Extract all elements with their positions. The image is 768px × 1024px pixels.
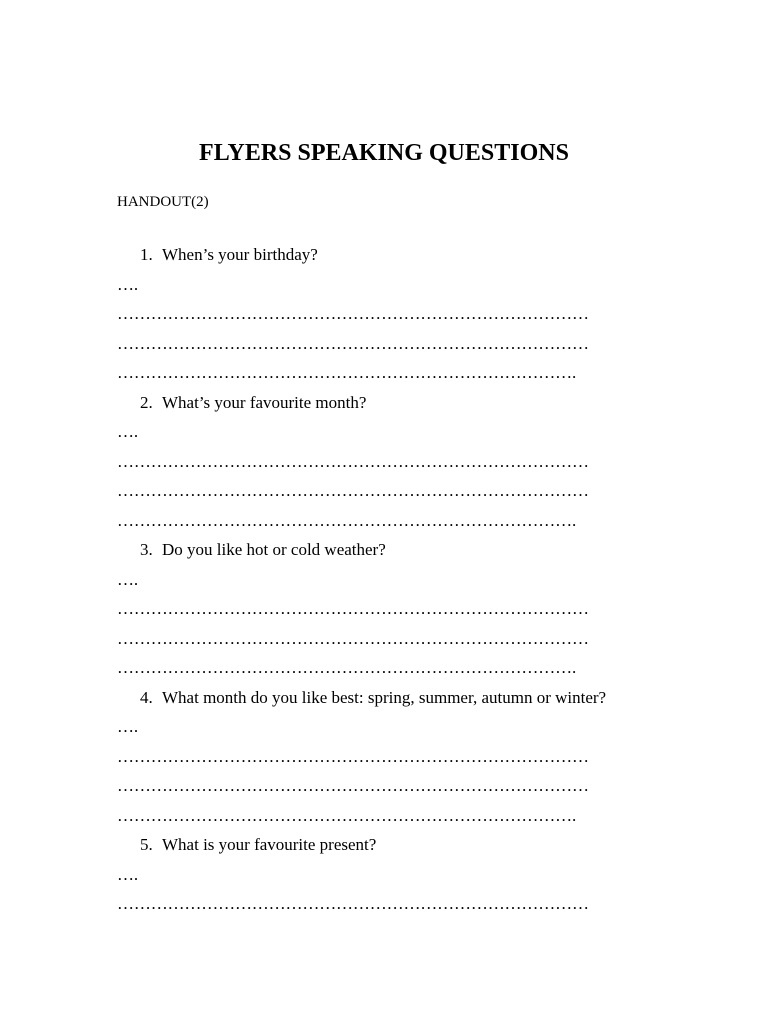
answer-line[interactable] — [0, 329, 768, 359]
handout-label: HANDOUT(2) — [117, 194, 209, 210]
answer-line[interactable] — [0, 653, 768, 683]
question-1-line — [0, 240, 768, 270]
answer-dots: …. — [117, 274, 138, 294]
answer-dots: ………………………………………………………………………… — [117, 451, 589, 471]
answer-line[interactable] — [0, 476, 768, 506]
answer-dots: ………………………………………………………………………… — [117, 333, 589, 353]
answer-dots: …. — [117, 717, 138, 736]
question-number: 3. — [140, 540, 153, 559]
question-2 — [0, 388, 768, 536]
question-number: 1. — [140, 245, 153, 264]
question-2-line — [0, 388, 768, 418]
answer-dots: ………………………………………………………………………… — [117, 481, 589, 500]
question-number: 5. — [140, 835, 153, 854]
question-4 — [0, 683, 768, 831]
question-5 — [0, 830, 768, 919]
answer-line[interactable] — [0, 299, 768, 329]
question-text: When’s your birthday? — [162, 245, 318, 264]
answer-dots: ………………………………………………………………………… — [117, 599, 589, 618]
answer-line[interactable] — [0, 565, 768, 595]
answer-dots: …. — [117, 422, 138, 441]
answer-line[interactable] — [0, 624, 768, 654]
answer-line[interactable] — [0, 594, 768, 624]
question-1 — [0, 240, 768, 388]
question-text: Do you like hot or cold weather? — [162, 540, 386, 559]
answer-dots: ………………………………………………………………………. — [117, 363, 577, 382]
answer-dots: ………………………………………………………………………… — [117, 628, 589, 648]
answer-line[interactable] — [0, 771, 768, 801]
answer-line[interactable] — [0, 447, 768, 477]
answer-dots: …. — [117, 569, 138, 589]
answer-line[interactable] — [0, 358, 768, 388]
question-5-line — [0, 830, 768, 860]
question-text: What month do you like best: spring, summer, autumn or winter? — [162, 687, 607, 707]
answer-line[interactable] — [0, 417, 768, 447]
answer-dots: ………………………………………………………………………… — [117, 776, 589, 795]
answer-dots: ………………………………………………………………………. — [117, 805, 577, 825]
answer-line[interactable] — [0, 270, 768, 300]
question-4-line — [0, 683, 768, 713]
answer-line[interactable] — [0, 506, 768, 536]
page-title: FLYERS SPEAKING QUESTIONS — [199, 140, 569, 166]
questions-list — [0, 240, 768, 919]
answer-line[interactable] — [0, 801, 768, 831]
question-text: What’s your favourite month? — [162, 392, 367, 412]
answer-dots: ………………………………………………………………………… — [117, 746, 589, 766]
answer-dots: ………………………………………………………………………. — [117, 658, 577, 677]
answer-dots: …. — [117, 864, 138, 884]
question-3 — [0, 535, 768, 683]
answer-dots: ………………………………………………………………………… — [117, 304, 589, 323]
answer-dots: ………………………………………………………………………… — [117, 894, 589, 913]
answer-line[interactable] — [0, 889, 768, 919]
answer-line[interactable] — [0, 860, 768, 890]
question-text: What is your favourite present? — [162, 835, 377, 854]
question-3-line — [0, 535, 768, 565]
question-number: 4. — [140, 687, 153, 707]
question-number: 2. — [140, 392, 153, 412]
answer-dots: ………………………………………………………………………. — [117, 510, 577, 530]
answer-line[interactable] — [0, 742, 768, 772]
answer-line[interactable] — [0, 712, 768, 742]
